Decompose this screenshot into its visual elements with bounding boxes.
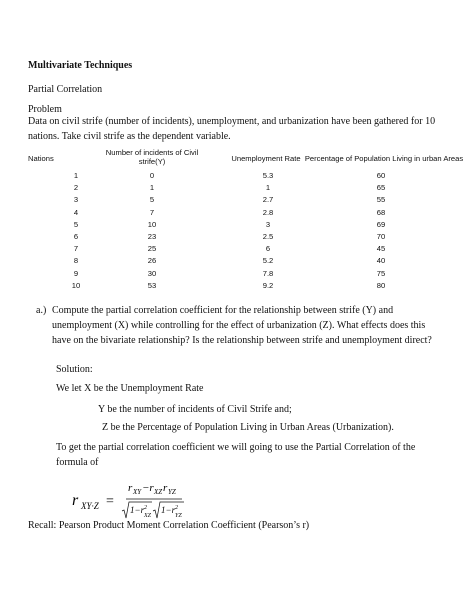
incidents-cell: 53 — [147, 280, 157, 290]
unemployment-cell: 2.8 — [262, 207, 274, 217]
formula-num-sub3: YZ — [168, 488, 176, 496]
nation-cell: 8 — [73, 256, 79, 266]
urban-cell: 69 — [376, 219, 386, 229]
intro-paragraph: Data on civil strife (number of incidents), unemployment, and urbanization have been gathered for 10 nations. Take civil strife as the dependent variable. — [28, 116, 436, 142]
table-row — [28, 255, 468, 267]
urban-cell: 65 — [376, 183, 386, 193]
table-row — [28, 207, 468, 219]
incidents-cell: 23 — [147, 231, 157, 241]
definition-y: Y be the number of incidents of Civil Strife and; — [98, 404, 292, 415]
definition-z: Z be the Percentage of Population Living in Urban Areas (Urbanization). — [102, 422, 394, 433]
header-incidents — [92, 148, 212, 166]
question-text: Compute the partial correlation coefficient for the relationship between strife (Y) and unemployment (X) while controlling for the effect of urbanization (Z). What effects does this have on the bivariate relationship? Is the relationship between strife and unemployment direct? — [52, 305, 432, 346]
unemployment-cell: 6 — [265, 244, 271, 254]
nation-cell: 1 — [73, 171, 79, 180]
formula-lhs-r: r — [72, 492, 79, 509]
definition-x: We let X be the Unemployment Rate — [56, 383, 204, 394]
urban-cell: 75 — [376, 268, 386, 278]
incidents-cell: 30 — [147, 268, 157, 278]
nation-cell: 9 — [73, 268, 79, 278]
nation-cell: 3 — [73, 195, 79, 205]
nation-cell: 2 — [73, 183, 79, 193]
solution-label: Solution: — [56, 364, 93, 375]
section-label: Problem — [28, 104, 62, 115]
header-urban: Percentage of Population Living in urban Areas — [304, 154, 464, 163]
formula-den1: 1−r — [130, 505, 145, 515]
incidents-cell: 7 — [149, 207, 155, 217]
table-header — [28, 146, 468, 172]
urban-cell: 70 — [376, 231, 386, 241]
recall-note: Recall: Pearson Product Moment Correlation Coefficient (Pearson’s r) — [28, 520, 310, 531]
header-unemployment: Unemployment Rate — [231, 154, 301, 163]
header-incidents-line2: strife(Y) — [138, 157, 166, 166]
nation-cell: 10 — [71, 280, 81, 290]
incidents-cell: 25 — [147, 244, 157, 254]
formula-lhs-sub: XY·Z — [81, 501, 99, 511]
table-row — [28, 243, 468, 255]
urban-cell: 80 — [376, 280, 386, 290]
urban-cell: 68 — [376, 207, 386, 217]
partial-correlation-formula — [70, 478, 210, 522]
header-nations: Nations — [28, 154, 54, 163]
formula-intro: To get the partial correlation coefficient we will going to use the Partial Correlation of the formula of — [56, 442, 416, 468]
table-row — [28, 170, 468, 182]
nation-cell: 6 — [73, 231, 79, 241]
table-row — [28, 231, 468, 243]
formula-equals: = — [106, 494, 114, 509]
table-row — [28, 280, 468, 292]
nation-cell: 5 — [73, 219, 79, 229]
unemployment-cell: 9.2 — [262, 280, 274, 290]
formula-den1-sub: XZ — [144, 513, 152, 519]
urban-cell: 60 — [376, 171, 386, 180]
unemployment-cell: 2.5 — [262, 231, 274, 241]
table-row — [28, 182, 468, 194]
table-row — [28, 268, 468, 280]
nation-cell: 7 — [73, 244, 79, 254]
table-row — [28, 219, 468, 231]
formula-den2-sq: 2 — [175, 505, 178, 511]
document-heading: Multivariate Techniques — [28, 60, 133, 71]
formula-num-r1: r — [128, 482, 133, 494]
table-body — [28, 170, 468, 292]
table-row — [28, 194, 468, 206]
unemployment-cell: 1 — [265, 183, 271, 193]
formula-den2-sub: YZ — [175, 513, 182, 519]
unemployment-cell: 2.7 — [262, 195, 274, 205]
formula-num-r3: r — [163, 482, 168, 494]
formula-den1-sq: 2 — [144, 505, 147, 511]
unemployment-cell: 5.2 — [262, 256, 274, 266]
urban-cell: 55 — [376, 195, 386, 205]
urban-cell: 40 — [376, 256, 386, 266]
unemployment-cell: 5.3 — [262, 171, 274, 180]
formula-num-sub2: XZ — [154, 488, 163, 496]
question-a — [36, 303, 432, 348]
formula-den2: 1−r — [161, 505, 176, 515]
question-label: a.) — [36, 305, 47, 316]
nation-cell: 4 — [73, 207, 79, 217]
incidents-cell: 26 — [147, 256, 157, 266]
urban-cell: 45 — [376, 244, 386, 254]
formula-num-minus-r: −r — [142, 482, 154, 494]
unemployment-cell: 7.8 — [262, 268, 274, 278]
incidents-cell: 5 — [149, 195, 155, 205]
unemployment-cell: 3 — [265, 219, 271, 229]
incidents-cell: 10 — [147, 219, 157, 229]
formula-num-sub1: XY — [133, 488, 142, 496]
header-incidents-line1: Number of incidents of Civil — [105, 148, 199, 157]
incidents-cell: 1 — [149, 183, 155, 193]
subheading: Partial Correlation — [28, 84, 103, 95]
incidents-cell: 0 — [149, 171, 155, 180]
